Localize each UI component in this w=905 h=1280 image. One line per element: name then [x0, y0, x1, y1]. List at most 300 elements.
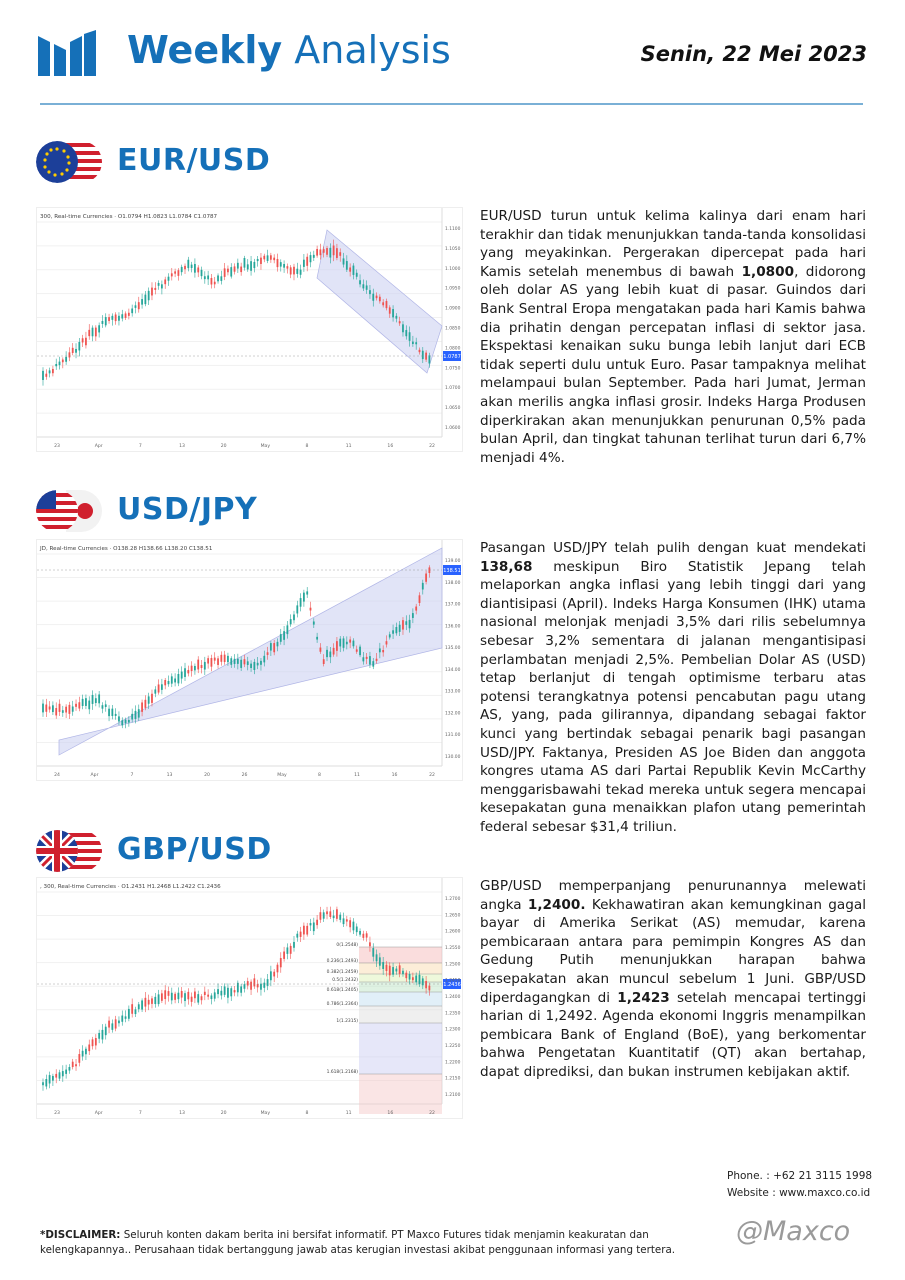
candle-body — [359, 647, 361, 655]
candle-body — [329, 248, 331, 258]
candle-body — [42, 371, 44, 380]
candle-body — [174, 679, 176, 683]
candle-body — [168, 681, 170, 684]
fib-zone — [359, 1074, 442, 1114]
y-tick-label: 138.00 — [445, 580, 461, 586]
y-tick-label: 137.00 — [445, 602, 461, 608]
y-tick-label: 1.2100 — [445, 1093, 461, 1098]
x-tick-label: 11 — [345, 444, 352, 449]
candle-body — [201, 665, 203, 668]
candle-body — [69, 352, 71, 357]
candle-body — [168, 277, 170, 281]
uk-us-flag-icon — [36, 830, 102, 872]
candle-body — [392, 309, 394, 317]
candle-body — [329, 652, 331, 658]
candle-body — [422, 978, 424, 985]
candle-body — [95, 1038, 97, 1045]
candle-body — [181, 267, 183, 272]
candle-body — [293, 942, 295, 948]
x-tick-label: Apr — [90, 773, 99, 778]
candle-body — [329, 911, 331, 917]
candle-body — [214, 992, 216, 998]
candle-body — [144, 998, 146, 1007]
candle-body — [194, 666, 196, 670]
candle-body — [237, 659, 239, 664]
candle-body — [405, 330, 407, 336]
candle-body — [184, 993, 186, 1001]
x-tick-label: 13 — [166, 773, 173, 778]
candle-body — [316, 637, 318, 640]
candle-body — [59, 1072, 61, 1078]
candle-body — [343, 918, 345, 924]
candle-body — [151, 998, 153, 1004]
candle-body — [227, 269, 229, 273]
fib-level-label: 0.382(1.2459) — [326, 970, 358, 975]
candle-body — [356, 649, 358, 651]
candle-body — [389, 966, 391, 976]
candle-body — [92, 695, 94, 704]
candle-body — [244, 984, 246, 989]
chart-header-label: 300, Real-time Currencies · O1.0794 H1.0823 L1.0784 C1.0787 — [40, 214, 218, 220]
candle-body — [283, 631, 285, 640]
x-tick-label: 13 — [179, 444, 185, 449]
candle-body — [49, 370, 51, 373]
y-tick-label: 1.2250 — [445, 1044, 461, 1049]
candle-body — [49, 1075, 51, 1083]
candle-body — [283, 264, 285, 268]
candle-body — [296, 934, 298, 938]
candle-body — [207, 995, 209, 997]
candle-body — [227, 656, 229, 662]
candle-body — [412, 342, 414, 344]
candle-body — [164, 680, 166, 685]
candle-body — [419, 975, 421, 984]
candle-body — [135, 711, 137, 719]
candle-body — [257, 663, 259, 666]
candle-body — [102, 1030, 104, 1040]
candle-body — [270, 971, 272, 980]
candle-body — [121, 314, 123, 318]
fib-level-label: 0.5(1.2432) — [332, 978, 358, 983]
candle-body — [65, 1070, 67, 1074]
candle-body — [135, 305, 137, 308]
candle-body — [204, 662, 206, 670]
report-date: Senin, 22 Mei 2023 — [640, 42, 867, 66]
candle-body — [260, 984, 262, 990]
candle-body — [392, 630, 394, 633]
candle-body — [362, 934, 364, 938]
candle-body — [280, 634, 282, 642]
candle-body — [273, 972, 275, 977]
fib-zone — [359, 1006, 442, 1023]
candle-body — [296, 605, 298, 613]
price-tag-label: 1.2436 — [443, 982, 461, 989]
x-tick-label: 8 — [318, 773, 321, 778]
candle-body — [395, 969, 397, 972]
candle-body — [138, 709, 140, 717]
candle-body — [105, 317, 107, 325]
candle-body — [290, 267, 292, 274]
y-tick-label: 136.00 — [445, 624, 461, 630]
candle-body — [399, 625, 401, 632]
candle-body — [62, 1071, 64, 1076]
candle-body — [135, 1009, 137, 1014]
candle-body — [224, 268, 226, 277]
candle-body — [260, 258, 262, 264]
candle-body — [323, 249, 325, 253]
candle-body — [141, 1000, 143, 1009]
report-title-rest: Analysis — [294, 28, 451, 72]
usdjpy-text-3: meskipun Biro Statistik Jepang telah melaporkan angka inflasi yang lebih tinggi dari yang diantisipasi (April). Indeks Harga Konsumen (IHK) utama nasional melonjak menjadi 3,5% dari rilis sebelumnya sebesar 3,2% sementara di jalanan mengantisipasi perlambatan menjadi 2,5%. Pembelian Dolar AS (USD) tetap berlanjut di tengah optimisme terbaru atas potensi terangkatnya potensi pencabutan pagu utang AS, yang, pada gilirannya, dipandang sebagai faktor kunci yang bertindak sebagai penarik bagi pasangan USD/JPY. Faktanya, Presiden AS Joe Biden dan anggota kongres utama AS dari Partai Republik Kevin McCarthy menggarisbawahi tekad mereka untuk segera mencapai kesepakatan guna menaikkan plafon utang pemerintah federal sebesar $31,4 triliun. — [480, 558, 866, 835]
candle-body — [69, 1067, 71, 1071]
us-jp-flag-icon — [36, 490, 102, 532]
candle-body — [85, 1049, 87, 1055]
candle-body — [405, 973, 407, 978]
y-tick-label: 1.0850 — [445, 326, 461, 332]
gbpusd-text-5: setelah mencapai tertinggi harian di 1,2492. Agenda ekonomi Inggris menampilkan pembicara Bank of England (BoE), yang berkomentar bahwa Pengetatan Kuantitatif (QT) akan bertahap, dapat diprediksi, dan bukan instrumen kebijakan aktif. — [480, 989, 866, 1080]
candle-body — [300, 598, 302, 607]
pair-title-usdjpy: USD/JPY — [117, 492, 258, 527]
candle-body — [428, 355, 430, 363]
candle-body — [128, 313, 130, 316]
candle-body — [214, 658, 216, 661]
candle-body — [214, 282, 216, 285]
gbpusd-text-4: 1,2423 — [617, 989, 670, 1006]
candle-body — [78, 1054, 80, 1063]
fib-level-label: 0.236(1.2493) — [326, 959, 358, 964]
candle-body — [220, 276, 222, 281]
candle-body — [369, 290, 371, 294]
candle-body — [320, 249, 322, 255]
candle-body — [230, 658, 232, 665]
candle-body — [316, 249, 318, 256]
candle-body — [171, 676, 173, 683]
candle-body — [409, 620, 411, 628]
candle-body — [42, 1082, 44, 1085]
candle-body — [409, 332, 411, 341]
candle-body — [141, 299, 143, 305]
eu-us-flag-icon — [36, 141, 102, 183]
candle-body — [121, 720, 123, 725]
y-tick-label: 1.1100 — [445, 227, 461, 232]
candle-body — [115, 714, 117, 716]
candle-body — [78, 342, 80, 350]
candle-body — [115, 314, 117, 321]
candle-body — [161, 284, 163, 288]
x-tick-label: 11 — [345, 1111, 352, 1116]
candle-body — [425, 981, 427, 988]
candle-body — [138, 302, 140, 309]
candle-body — [326, 650, 328, 657]
candle-body — [220, 655, 222, 662]
fib-zone — [359, 1023, 442, 1074]
gbpusd-chart-svg — [37, 878, 462, 1118]
x-tick-label: 22 — [429, 1111, 435, 1116]
candle-body — [359, 280, 361, 284]
candle-body — [207, 658, 209, 663]
candle-body — [98, 694, 100, 703]
candle-body — [273, 258, 275, 261]
candle-body — [45, 705, 47, 712]
candle-body — [310, 608, 312, 611]
candle-body — [52, 1076, 54, 1081]
candle-body — [72, 1062, 74, 1067]
candle-body — [171, 993, 173, 1001]
candle-body — [125, 313, 127, 317]
candle-body — [389, 307, 391, 313]
candle-body — [161, 684, 163, 690]
candle-body — [191, 997, 193, 1002]
y-tick-label: 1.0800 — [445, 346, 461, 352]
candle-body — [339, 252, 341, 256]
eurusd-chart-svg — [37, 208, 462, 451]
candle-body — [260, 661, 262, 665]
maxco-logo-icon — [38, 30, 96, 76]
candle-body — [280, 958, 282, 967]
candle-body — [178, 674, 180, 683]
x-tick-label: Apr — [94, 1111, 103, 1116]
candle-body — [191, 265, 193, 268]
candle-body — [336, 909, 338, 919]
candle-body — [118, 1021, 120, 1024]
candle-body — [346, 919, 348, 921]
candle-body — [382, 650, 384, 652]
candle-body — [207, 275, 209, 279]
contact-phone: Phone. : +62 21 3115 1998 — [727, 1170, 873, 1182]
y-tick-label: 1.0950 — [445, 286, 461, 292]
candle-body — [372, 948, 374, 957]
candle-body — [65, 707, 67, 713]
y-tick-label: 1.2450 — [445, 978, 461, 984]
fib-level-label: 1(1.2315) — [336, 1019, 358, 1024]
y-tick-label: 134.00 — [445, 667, 461, 673]
candle-body — [82, 699, 84, 706]
candle-body — [108, 709, 110, 716]
candle-body — [240, 660, 242, 668]
y-tick-label: 1.2200 — [445, 1060, 461, 1066]
header-divider — [40, 103, 863, 105]
candle-body — [372, 661, 374, 666]
y-tick-label: 1.2550 — [445, 946, 461, 951]
candle-body — [105, 704, 107, 707]
candle-body — [386, 641, 388, 644]
fib-level-label: 1.618(1.2168) — [326, 1070, 358, 1075]
candle-body — [409, 974, 411, 979]
candle-body — [303, 593, 305, 602]
candle-body — [154, 689, 156, 693]
gbpusd-chart — [36, 877, 463, 1119]
candle-body — [326, 248, 328, 255]
candle-body — [257, 259, 259, 261]
candle-body — [425, 574, 427, 582]
candle-body — [283, 952, 285, 959]
candle-body — [62, 710, 64, 713]
gbpusd-text-2: 1,2400. — [527, 896, 586, 913]
candle-body — [253, 978, 255, 986]
candle-body — [293, 267, 295, 275]
disclaimer — [40, 1228, 730, 1258]
y-tick-label: 130.00 — [445, 755, 461, 760]
candle-body — [184, 668, 186, 677]
disclaimer-text: Seluruh konten dakam berita ini bersifat informatif. PT Maxco Futures tidak menjamin keakuratan dan kelengkapannya.. Perusahaan tidak bertanggung jawab atas kerugian investasi akibat penggunaan informasi yang tertera. — [40, 1229, 676, 1256]
usdjpy-text-1: Pasangan USD/JPY telah pulih dengan kuat mendekati — [480, 540, 866, 556]
eurusd-text-3: , didorong oleh dolar AS yang lebih kuat di pasar. Guindos dari Bank Sentral Eropa mengatakan pada hari Kamis bahwa dia prihatin dengan percepatan inflasi di sektor jasa. Ekspektasi kenaikan suku bunga lebih lanjut dari ECB tidak seperti dulu untuk Euro. Pasar tampaknya melihat melampaui bulan September. Pada hari Jumat, Jerman akan merilis angka inflasi grosir. Indeks Harga Produsen diperkirakan akan menunjukkan penurunan 0,5% pada bulan April, dan tingkat tahunan terlihat turun dari 6,7% menjadi 4%. — [480, 263, 866, 466]
x-tick-label: May — [260, 1111, 271, 1116]
y-tick-label: 1.2150 — [445, 1076, 461, 1082]
candle-body — [356, 273, 358, 277]
candle-body — [333, 245, 335, 255]
y-tick-label: 1.1000 — [445, 266, 461, 272]
candle-body — [353, 922, 355, 931]
candle-body — [55, 708, 57, 715]
candle-body — [95, 698, 97, 703]
candle-body — [82, 1051, 84, 1057]
candle-body — [349, 639, 351, 642]
candle-body — [366, 285, 368, 289]
candle-body — [164, 279, 166, 284]
candle-body — [316, 920, 318, 925]
disclaimer-label: *DISCLAIMER: — [40, 1229, 121, 1241]
candle-body — [270, 255, 272, 259]
candle-body — [382, 302, 384, 305]
candle-body — [102, 705, 104, 708]
candle-body — [98, 1033, 100, 1039]
candle-body — [346, 642, 348, 644]
candle-body — [111, 316, 113, 320]
candle-body — [395, 316, 397, 319]
candle-body — [141, 702, 143, 711]
candle-body — [428, 986, 430, 991]
candle-body — [168, 991, 170, 996]
candle-body — [280, 262, 282, 266]
candle-body — [250, 982, 252, 990]
candle-body — [217, 989, 219, 994]
candle-body — [131, 309, 133, 314]
candle-body — [362, 284, 364, 288]
candle-body — [306, 257, 308, 266]
x-tick-label: 7 — [138, 444, 142, 449]
x-tick-label: 23 — [54, 444, 60, 449]
candle-body — [333, 648, 335, 655]
x-tick-label: 24 — [54, 773, 60, 778]
candle-body — [118, 316, 120, 321]
x-tick-label: Apr — [94, 444, 103, 449]
gbpusd-text-3: Kekhawatiran akan kemungkinan gagal bayar di Amerika Serikat (AS) memudar, karena pembicaraan antara para pemimpin Kongres AS dan Gedung Putih menunjukkan harapan bahwa kesepakatan akan muncul sebelum 1 Juni. GBP/USD diperdagangkan di — [480, 896, 866, 1006]
candle-body — [240, 986, 242, 992]
candle-body — [187, 260, 189, 268]
candle-body — [187, 992, 189, 999]
contact-website[interactable]: Website : www.maxco.co.id — [727, 1187, 871, 1199]
candle-body — [42, 704, 44, 713]
candle-body — [376, 659, 378, 661]
fib-zone — [359, 974, 442, 982]
candle-body — [257, 984, 259, 987]
candle-body — [197, 660, 199, 670]
candle-body — [72, 348, 74, 353]
candle-body — [277, 642, 279, 646]
candle-body — [211, 658, 213, 667]
candle-body — [273, 643, 275, 652]
candle-body — [178, 993, 180, 999]
candle-body — [376, 296, 378, 299]
candle-body — [187, 670, 189, 673]
eurusd-text-2: 1,0800 — [741, 263, 795, 280]
candle-body — [346, 261, 348, 270]
candle-body — [323, 659, 325, 664]
candle-body — [154, 997, 156, 1004]
candle-body — [217, 658, 219, 665]
candle-body — [75, 349, 77, 353]
candle-body — [267, 255, 269, 261]
usdjpy-text-2: 138,68 — [480, 558, 533, 575]
x-tick-label: 22 — [429, 773, 435, 778]
candle-body — [320, 648, 322, 652]
usdjpy-chart-svg — [37, 540, 462, 780]
candle-body — [88, 701, 90, 710]
x-tick-label: 11 — [354, 773, 360, 778]
candle-body — [148, 696, 150, 703]
candle-body — [310, 923, 312, 925]
chart-header-label: , 300, Real-time Currencies · O1.2431 H1.2468 L1.2422 C1.2436 — [40, 884, 221, 890]
candle-body — [227, 988, 229, 998]
candle-body — [105, 1027, 107, 1035]
candle-body — [118, 716, 120, 721]
x-tick-label: 7 — [138, 1111, 142, 1116]
candle-body — [422, 583, 424, 590]
candle-body — [428, 567, 430, 573]
candle-body — [286, 625, 288, 634]
candle-body — [230, 267, 232, 276]
candle-body — [405, 621, 407, 625]
candle-body — [85, 338, 87, 345]
candle-body — [234, 266, 236, 271]
y-tick-label: 131.00 — [445, 733, 461, 739]
candle-body — [181, 672, 183, 679]
report-title — [127, 28, 451, 72]
candle-body — [197, 267, 199, 272]
candle-body — [148, 1000, 150, 1005]
candle-body — [244, 258, 246, 268]
y-tick-label: 1.2300 — [445, 1027, 461, 1033]
candle-body — [88, 1045, 90, 1052]
candle-body — [419, 595, 421, 603]
candle-body — [277, 965, 279, 973]
candle-body — [369, 942, 371, 946]
fib-level-label: 0.618(1.2405) — [326, 988, 358, 993]
candle-body — [178, 270, 180, 276]
price-tag-label: 1.0787 — [443, 354, 461, 361]
candle-body — [184, 266, 186, 269]
candle-body — [144, 700, 146, 708]
candle-body — [224, 986, 226, 994]
candle-body — [201, 270, 203, 276]
candle-body — [415, 607, 417, 611]
usdjpy-chart — [36, 539, 463, 781]
fib-level-label: 0(1.2548) — [336, 943, 358, 948]
candle-body — [353, 266, 355, 275]
candle-body — [95, 328, 97, 337]
candle-body — [253, 662, 255, 670]
candle-body — [59, 362, 61, 365]
candle-body — [217, 275, 219, 281]
candle-body — [102, 321, 104, 324]
candle-body — [419, 350, 421, 352]
candle-body — [52, 369, 54, 373]
pair-title-gbpusd: GBP/USD — [117, 832, 272, 867]
candle-body — [293, 614, 295, 620]
candle-body — [197, 994, 199, 1002]
candle-body — [386, 965, 388, 971]
